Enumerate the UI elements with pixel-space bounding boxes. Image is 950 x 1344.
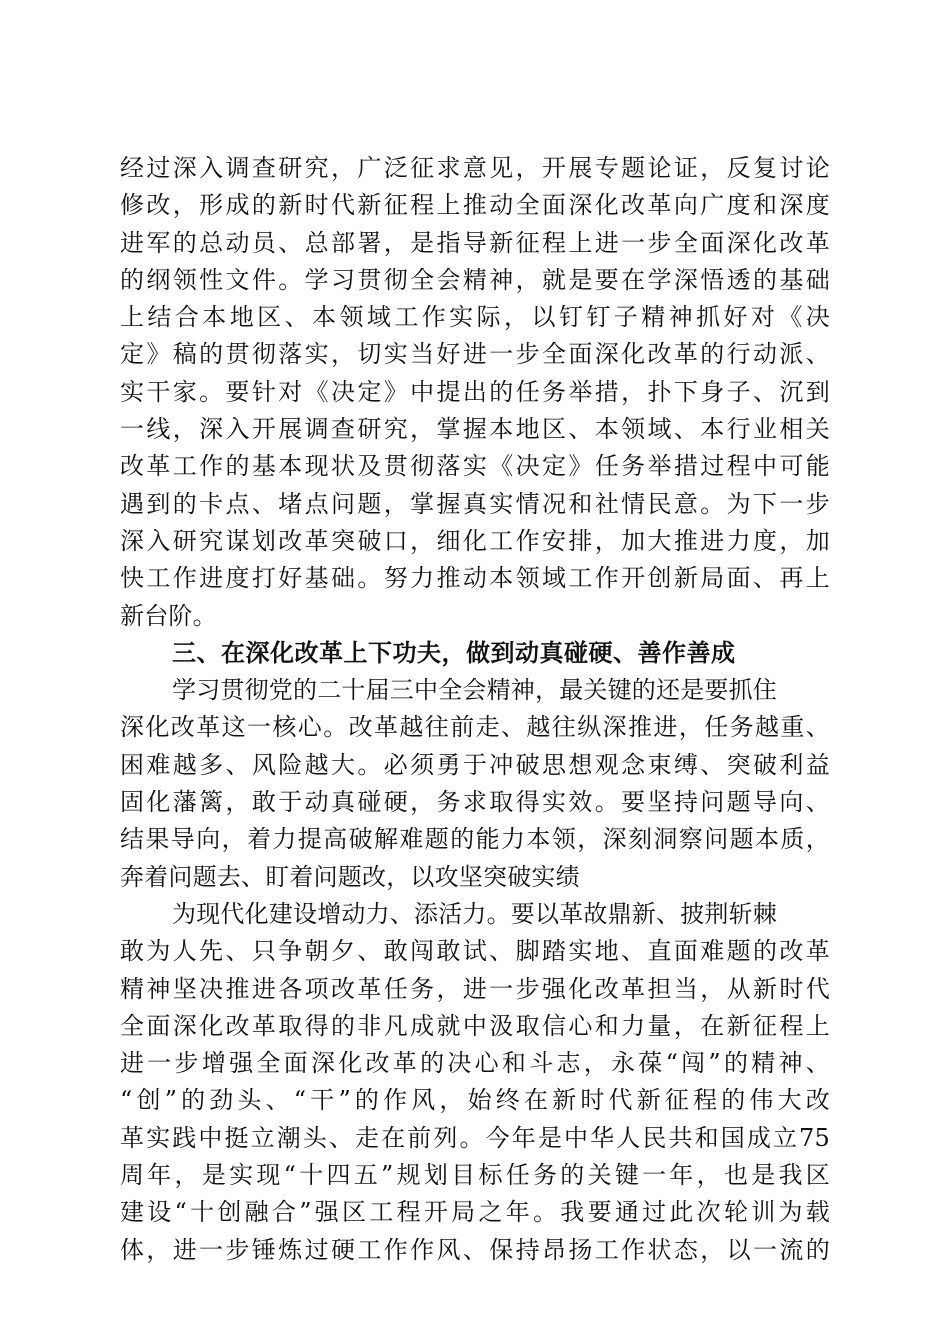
document-page	[120, 150, 830, 1269]
text-line: 固化藩篱，敢于动真碰硬，务求取得实效。要坚持问题导向、	[120, 788, 830, 817]
text-line: 建设“十创融合”强区工程开局之年。我要通过此次轮训为载	[120, 1198, 830, 1227]
text-line: 遇到的卡点、堵点问题，掌握真实情况和社情民意。为下一步	[120, 489, 830, 518]
text-line: 周年，是实现“十四五”规划目标任务的关键一年，也是我区	[120, 1161, 830, 1190]
text-line: 学习贯彻党的二十届三中全会精神，最关键的还是要抓住	[172, 676, 777, 705]
paragraph-1	[120, 150, 830, 635]
paragraph-2	[120, 672, 830, 896]
text-line: 修改，形成的新时代新征程上推动全面深化改革向广度和深度	[120, 191, 830, 220]
text-line: 全面深化改革取得的非凡成就中汲取信心和力量，在新征程上	[120, 1011, 830, 1040]
text-line: 精神坚决推进各项改革任务，进一步强化改革担当，从新时代	[120, 974, 830, 1003]
text-line: 为现代化建设增动力、添活力。要以革故鼎新、披荆斩棘	[172, 899, 777, 928]
text-line: 新台阶。	[120, 601, 217, 630]
text-line: 深入研究谋划改革突破口，细化工作安排，加大推进力度，加	[120, 526, 830, 555]
text-line: 快工作进度打好基础。努力推动本领域工作开创新局面、再上	[120, 564, 830, 593]
text-line: 困难越多、风险越大。必须勇于冲破思想观念束缚、突破利益	[120, 750, 830, 779]
text-line: 改革工作的基本现状及贯彻落实《决定》任务举措过程中可能	[120, 452, 830, 481]
text-line: 定》稿的贯彻落实，切实当好进一步全面深化改革的行动派、	[120, 340, 830, 369]
text-line: 一线，深入开展调查研究，掌握本地区、本领域、本行业相关	[120, 415, 830, 444]
text-line: 的纲领性文件。学习贯彻全会精神，就是要在学深悟透的基础	[120, 265, 830, 294]
section-heading: 三、在深化改革上下功夫，做到动真碰硬、善作善成	[172, 638, 736, 667]
text-line: 深化改革这一核心。改革越往前走、越往纵深推进，任务越重、	[120, 713, 830, 742]
text-line: “创”的劲头、“干”的作风，始终在新时代新征程的伟大改	[120, 1086, 830, 1115]
text-line: 上结合本地区、本领域工作实际，以钉钉子精神抓好对《决	[120, 303, 830, 332]
text-line: 结果导向，着力提高破解难题的能力本领，深刻洞察问题本质，	[120, 825, 830, 854]
text-line: 奔着问题去、盯着问题改，以攻坚突破实绩	[120, 862, 580, 891]
text-line: 进军的总动员、总部署，是指导新征程上进一步全面深化改革	[120, 228, 830, 257]
paragraph-3	[120, 896, 830, 1269]
text-line: 敢为人先、只争朝夕、敢闯敢试、脚踏实地、直面难题的改革	[120, 937, 830, 966]
text-line: 经过深入调查研究，广泛征求意见，开展专题论证，反复讨论	[120, 154, 830, 182]
text-line: 体，进一步锤炼过硬工作作风、保持昂扬工作状态，以一流的	[120, 1235, 830, 1264]
text-line: 实干家。要针对《决定》中提出的任务举措，扑下身子、沉到	[120, 377, 830, 406]
text-line: 进一步增强全面深化改革的决心和斗志，永葆“闯”的精神、	[120, 1049, 830, 1078]
text-line: 革实践中挺立潮头、走在前列。今年是中华人民共和国成立75	[120, 1123, 830, 1152]
